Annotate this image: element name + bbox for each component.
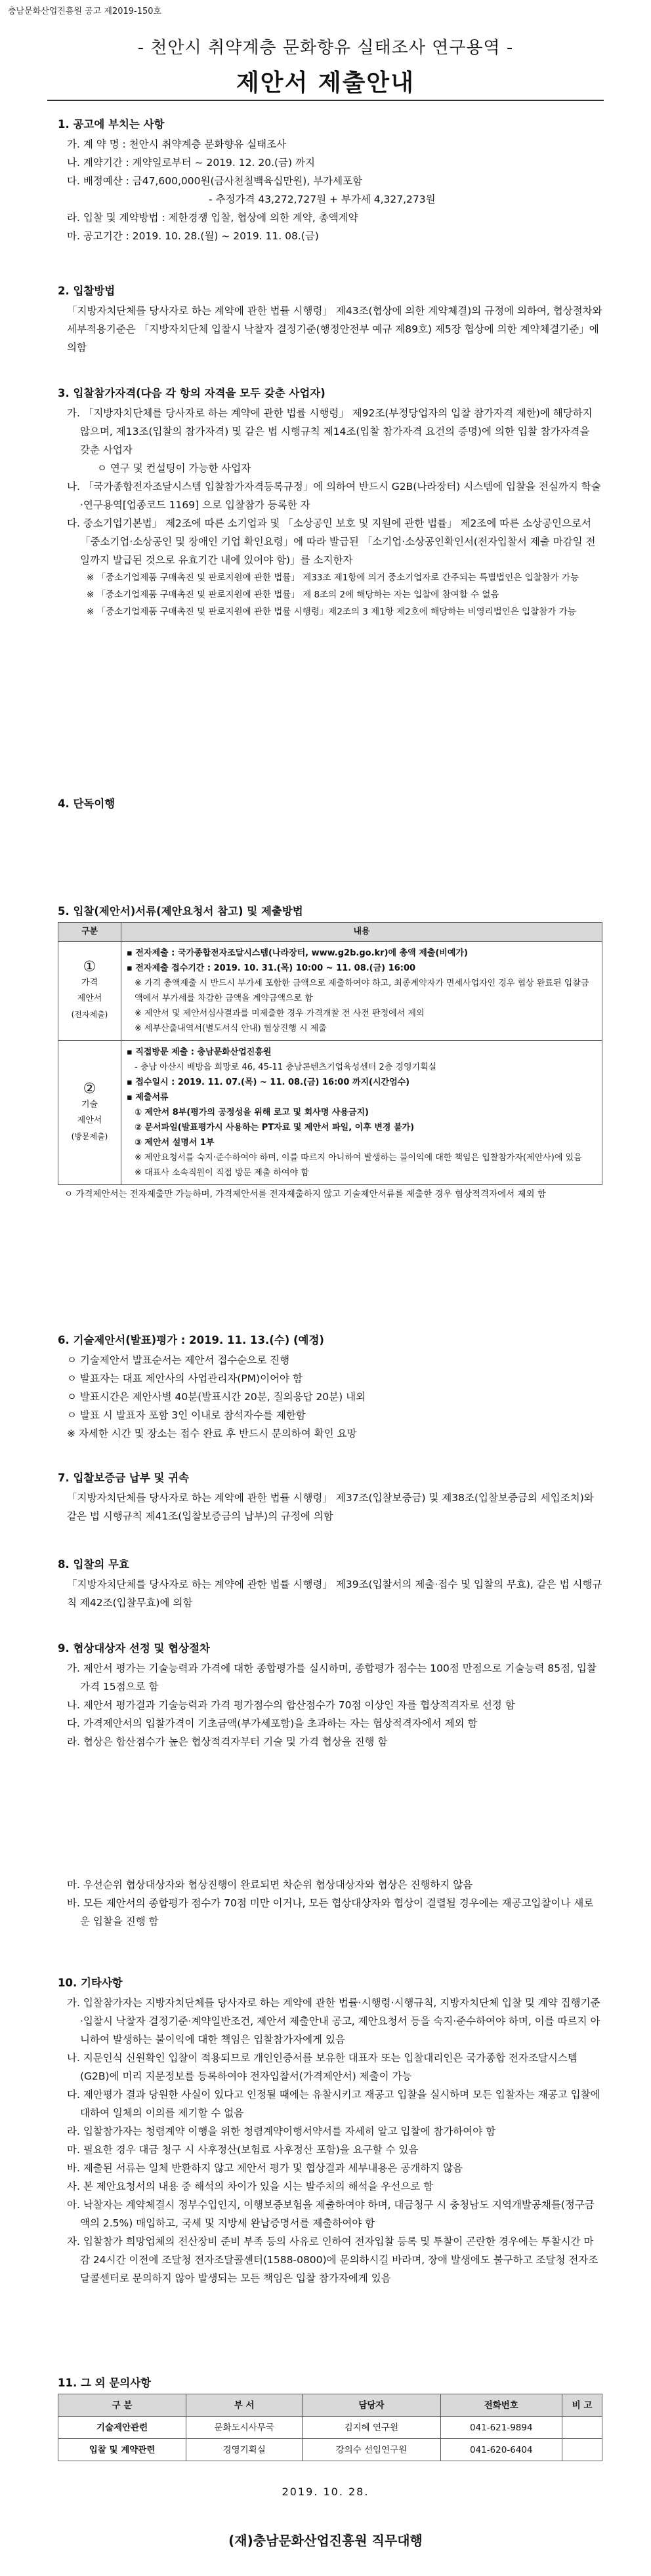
content-line: ② 문서파일(발표평가시 사용하는 PT자료 및 제안서 파일, 이후 변경 불가) [135, 1123, 415, 1133]
content-line: ※ 가격 총액제출 시 반드시 부가세 포함한 금액으로 제출하여야 하고, 최종계약자가 면세사업자인 경우 협상 완료된 입찰금액에서 부가세를 차감한 금액을 계약금액으로 함 [135, 978, 589, 1003]
submission-header-category: 구분 [58, 923, 121, 942]
misc-line: 바. 제출된 서류는 일체 반환하지 않고 제안서 평가 및 협상결과 세부내용은 공개하지 않음 [67, 2162, 463, 2174]
section-7-text: 「지방자치단체를 당사자로 하는 계약에 관한 법률 시행령」 제37조(입찰보증금) 및 제38조(입찰보증금의 세입조치)와 같은 법 시행규칙 제41조(입찰보증금의 납부)의 규정에 의함 [67, 1492, 594, 1522]
section-6 [58, 1331, 602, 1443]
submission-header-content: 내용 [121, 923, 602, 942]
section-3-title: 3. 입찰참가자격(다음 각 항의 자격을 모두 갖춘 사업자) [58, 387, 326, 399]
budget: 다. 배정예산 : 금47,600,000원(금사천칠백육십만원), 부가세포함 [67, 175, 363, 187]
section-9-continued [58, 1876, 602, 1931]
section-7-title: 7. 입찰보증금 납부 및 귀속 [58, 1472, 190, 1484]
content-line: ▪ 전자제출 접수기간 : 2019. 10. 31.(목) 10:00 ~ 11. 08.(금) 16:00 [127, 963, 416, 973]
section-1 [58, 115, 602, 245]
document-subtitle: - 천안시 취약계층 문화향유 실태조사 연구용역 - [137, 38, 514, 58]
content-line: ▪ 제출서류 [127, 1093, 169, 1102]
submission-footnote: ㅇ 가격제안서는 전자제출만 가능하며, 가격제안서를 전자제출하지 않고 기술제안서류를 제출한 경우 협상적격자에서 제외 함 [64, 1189, 546, 1199]
tech-proposal-row [58, 1041, 602, 1185]
procedure-line: 나. 제안서 평가결과 기술능력과 가격 평가점수의 합산점수가 70점 이상인 자를 협상적격자로 선정 함 [67, 1699, 515, 1711]
presentation-line: ㅇ 발표시간은 제안사별 40분(발표시간 20분, 질의응답 20분) 내외 [67, 1391, 366, 1403]
eligibility-note-3: ※ 「중소기업제품 구매촉진 및 판로지원에 관한 법률 시행령」제2조의 3 제1항 제2호에 해당하는 비영리법인은 입찰참가 가능 [87, 607, 576, 617]
contact-header: 비 고 [562, 2394, 602, 2417]
section-2 [58, 282, 602, 357]
section-1-title: 1. 공고에 부치는 사항 [58, 118, 165, 131]
section-4-title: 4. 단독이행 [58, 797, 116, 810]
table-row [58, 2417, 602, 2439]
presentation-line: ㅇ 발표자는 대표 제안사의 사업관리자(PM)이어야 함 [67, 1373, 303, 1384]
category-sub: (방문제출) [71, 1131, 108, 1141]
contact-cell [562, 2439, 602, 2461]
title-divider [47, 100, 604, 101]
contract-period: 나. 계약기간 : 계약일로부터 ~ 2019. 12. 20.(금) 까지 [67, 157, 315, 169]
content-line: ▪ 전자제출 : 국가종합전자조달시스템(나라장터, www.g2b.go.kr)에 총액 제출(비예가) [127, 948, 468, 958]
contact-header: 전화번호 [440, 2394, 562, 2417]
section-3 [58, 384, 602, 620]
misc-line: 자. 입찰참가 희망업체의 전산장비 준비 부족 등의 사유로 인하여 전자입찰 등록 및 투찰이 곤란한 경우에는 투찰시간 마감 24시간 이전에 조달청 전자조달콜센터(1588-0800)에 문의하시길 바라며, 장애 발생에도 불구하고 조달청 전자조달콜센터로 문의하지 않아 발생되는 모든 책임은 입찰 참가자에게 있음 [67, 2236, 598, 2284]
price-proposal-category [58, 942, 121, 1041]
procedure-line: 가. 제안서 평가는 기술능력과 가격에 대한 종합평가를 실시하며, 종합평가 점수는 100점 만점으로 기술능력 85점, 입찰가격 15점으로 함 [67, 1662, 597, 1693]
section-9 [58, 1640, 602, 1751]
section-4 [58, 795, 602, 815]
category-sub: (전자제출) [71, 1010, 108, 1019]
section-5-title: 5. 입찰(제안서)서류(제안요청서 참고) 및 제출방법 [58, 905, 303, 917]
category-name: 가격 [81, 978, 98, 988]
category-name-2: 제안서 [77, 1115, 102, 1125]
contact-cell: 경영기획실 [186, 2439, 303, 2461]
tech-proposal-category [58, 1041, 121, 1185]
presentation-line: ㅇ 기술제안서 발표순서는 제안서 접수순으로 진행 [67, 1354, 290, 1366]
contact-header: 담당자 [303, 2394, 440, 2417]
contact-cell: 041-621-9894 [440, 2417, 562, 2439]
category-name: 기술 [81, 1099, 98, 1110]
notice-number: 충남문화산업진흥원 공고 제2019-150호 [8, 7, 162, 16]
section-11-title: 11. 그 외 문의사항 [58, 2377, 152, 2389]
section-11 [58, 2374, 602, 2461]
section-2-title: 2. 입찰방법 [58, 285, 116, 297]
eligibility-note-2: ※ 「중소기업제품 구매촉진 및 판로지원에 관한 법률」 제 8조의 2에 해당하는 자는 입찰에 참여할 수 없음 [87, 590, 499, 600]
document-date: 2019. 10. 28. [282, 2485, 369, 2498]
procedure-line: 바. 모든 제안서의 종합평가 점수가 70점 미만 이거나, 모든 협상대상자와 협상이 결렬될 경우에는 재공고입찰이나 새로운 입찰을 진행 함 [67, 1897, 594, 1927]
contact-cell: 기술제안관련 [58, 2417, 186, 2439]
section-10 [58, 1974, 602, 2287]
section-7 [58, 1469, 602, 1525]
contact-header: 구 분 [58, 2394, 186, 2417]
eligibility-note-1: ※ 「중소기업제품 구매촉진 및 판로지원에 관한 법률」 제33조 제1항에 의거 중소기업자로 간주되는 특별법인은 입찰참가 가능 [87, 573, 579, 583]
content-line: ※ 제안서 및 제안서심사결과를 미제출한 경우 가격개찰 전 사전 판정에서 제외 [135, 1009, 425, 1018]
misc-line: 사. 본 제안요청서의 내용 중 해석의 차이가 있을 시는 발주처의 해석을 우선으로 함 [67, 2181, 434, 2192]
estimated-price: - 추정가격 43,272,727원 + 부가세 4,327,273원 [209, 193, 436, 205]
section-10-title: 10. 기타사항 [58, 1977, 123, 1989]
procedure-line: 다. 가격제안서의 입찰가격이 기초금액(부가세포함)을 초과하는 자는 협상적격자에서 제외 함 [67, 1718, 478, 1729]
bid-method: 라. 입찰 및 계약방법 : 제한경쟁 입찰, 협상에 의한 계약, 총액계약 [67, 212, 358, 224]
table-row [58, 2439, 602, 2461]
section-8 [58, 1556, 602, 1612]
procedure-line: 마. 우선순위 협상대상자와 협상진행이 완료되면 차순위 협상대상자와 협상은 진행하지 않음 [67, 1879, 473, 1891]
content-line: ③ 제안서 설명서 1부 [135, 1138, 215, 1148]
issuing-organization: (재)충남문화산업진흥원 직무대행 [228, 2533, 423, 2548]
contact-cell: 041-620-6404 [440, 2439, 562, 2461]
contact-cell [562, 2417, 602, 2439]
tech-proposal-content [121, 1041, 602, 1185]
section-6-title: 6. 기술제안서(발표)평가 : 2019. 11. 13.(수) (예정) [58, 1334, 324, 1346]
presentation-line: ㅇ 발표 시 발표자 포함 3인 이내로 참석자수를 제한함 [67, 1409, 306, 1421]
eligibility-da: 다. 중소기업기본법」 제2조에 따른 소기업과 및 「소상공인 보호 및 지원에 관한 법률」 제2조에 따른 소상공인으로서 「중소기업·소상공인 및 장애인 기업 확인요령」에 따라 발급된 「소기업·소상공인확인서(전자입찰서 제출 마감일 전일까지 발급된 것으로 유효기간 내에 있어야 함)」를 소지한자 [67, 517, 596, 566]
contact-cell: 강의수 선임연구원 [303, 2439, 440, 2461]
price-proposal-content [121, 942, 602, 1041]
contact-cell: 입찰 및 계약관련 [58, 2439, 186, 2461]
notice-period: 마. 공고기간 : 2019. 10. 28.(월) ~ 2019. 11. 08.(금) [67, 230, 319, 242]
misc-line: 라. 입찰참가자는 청렴계약 이행을 위한 청렴계약이행서약서를 자세히 알고 입찰에 참가하여야 함 [67, 2125, 496, 2137]
contact-cell: 김지혜 연구원 [303, 2417, 440, 2439]
misc-line: 가. 입찰참가자는 지방자치단체를 당사자로 하는 계약에 관한 법률·시행령·시행규칙, 지방자치단체 입찰 및 계약 집행기준·입찰시 낙찰자 결정기준·계약일반조건, 제안서 제출안내 공고, 제안요청서 등을 숙지·준수하여야 하며, 이를 따르지 아니하여 발생하는 불이익에 대한 책임은 입찰참가자에게 있음 [67, 1997, 600, 2045]
row-number: ② [83, 1080, 96, 1097]
contact-header: 부 서 [186, 2394, 303, 2417]
document-title: 제안서 제출안내 [236, 70, 415, 96]
submission-table [58, 922, 602, 1185]
content-line: ※ 세부산출내역서(별도서식 안내) 협상진행 시 제출 [135, 1024, 327, 1034]
section-8-title: 8. 입찰의 무효 [58, 1558, 129, 1571]
content-line: ※ 대표사 소속직원이 직접 방문 제출 하여야 함 [135, 1168, 309, 1178]
eligibility-na: 나. 「국가종합전자조달시스템 입찰참가자격등록규정」에 의하여 반드시 G2B(나라장터) 시스템에 입찰을 전실까지 학술·연구용역[업종코드 1169] 으로 입찰참가 등록한 자 [67, 481, 601, 511]
misc-line: 다. 제안평가 결과 당원한 사실이 있다고 인정될 때에는 유찰시키고 재공고 입찰을 실시하며 모든 입찰자는 재공고 입찰에 대하여 일체의 이의를 제기할 수 없음 [67, 2089, 600, 2119]
misc-line: 나. 지문인식 신원확인 입찰이 적용되므로 개인인증서를 보유한 대표자 또는 입찰대리인은 국가종합 전자조달시스템(G2B)에 미리 지문정보를 등록하여야 전자입찰서(가격제안서) 제출이 가능 [67, 2052, 578, 2082]
section-9-title: 9. 협상대상자 선정 및 협상절차 [58, 1642, 210, 1655]
contact-table [58, 2394, 602, 2461]
section-2-text: 「지방자치단체를 당사자로 하는 계약에 관한 법률 시행령」 제43조(협상에 의한 계약체결)의 규정에 의하여, 협상절차와 세부적용기준은 「지방자치단체 입찰시 낙찰자 결정기준(행정안전부 예규 제89호) 제5장 협상에 의한 계약체결기준」에 의함 [67, 305, 602, 353]
contract-name: 가. 계 약 명 : 천안시 취약계층 문화향유 실태조사 [67, 138, 287, 150]
eligibility-ga: 가. 「지방자치단체를 당사자로 하는 계약에 관한 법률 시행령」 제92조(부정당업자의 입찰 참가자격 제한)에 해당하지 않으며, 제13조(입찰의 참가자격) 및 같은 법 시행규칙 제14조(입찰 참가자격 요건의 증명)에 의한 입찰 참가자격을 갖춘 사업자 [67, 407, 593, 456]
content-line: ※ 제안요청서를 숙지·준수하여야 하며, 이를 따르지 아니하여 발생하는 불이익에 대한 책임은 입찰참가자(제안사)에 있음 [135, 1153, 582, 1163]
category-name-2: 제안서 [77, 994, 102, 1003]
content-line: - 충남 아산시 배방읍 희망로 46, 45-11 충남콘텐츠기업육성센터 2층 경영기획실 [135, 1062, 437, 1072]
misc-line: 아. 낙찰자는 계약체결시 정부수입인지, 이행보증보험을 제출하여야 하며, 대금청구 시 충청남도 지역개발공채를(정구금액의 2.5%) 매입하고, 국세 및 지방세 완납증명서를 제출하여야 함 [67, 2199, 595, 2229]
contact-cell: 문화도시사무국 [186, 2417, 303, 2439]
content-line: ▪ 접수일시 : 2019. 11. 07.(목) ~ 11. 08.(금) 16:00 까지(시간엄수) [127, 1077, 410, 1087]
presentation-line: ※ 자세한 시간 및 장소는 접수 완료 후 반드시 문의하여 확인 요망 [67, 1428, 357, 1439]
misc-line: 마. 필요한 경우 대금 청구 시 사후정산(보험료 사후정산 포함)을 요구할 수 있음 [67, 2144, 419, 2156]
section-8-text: 「지방자치단체를 당사자로 하는 계약에 관한 법률 시행령」 제39조(입찰서의 제출·접수 및 입찰의 무효), 같은 법 시행규칙 제42조(입찰무효)에 의함 [67, 1579, 602, 1609]
content-line: ① 제안서 8부(평가의 공정성을 위해 로고 및 회사명 사용금지) [135, 1108, 369, 1117]
price-proposal-row [58, 942, 602, 1041]
section-5 [58, 902, 602, 1201]
eligibility-ga-sub: ㅇ 연구 및 컨설팅이 가능한 사업자 [97, 462, 251, 474]
procedure-line: 라. 협상은 합산점수가 높은 협상적격자부터 기술 및 가격 협상을 진행 함 [67, 1736, 388, 1748]
content-line: ▪ 직접방문 제출 : 충남문화산업진흥원 [127, 1047, 272, 1057]
row-number: ① [83, 959, 96, 975]
